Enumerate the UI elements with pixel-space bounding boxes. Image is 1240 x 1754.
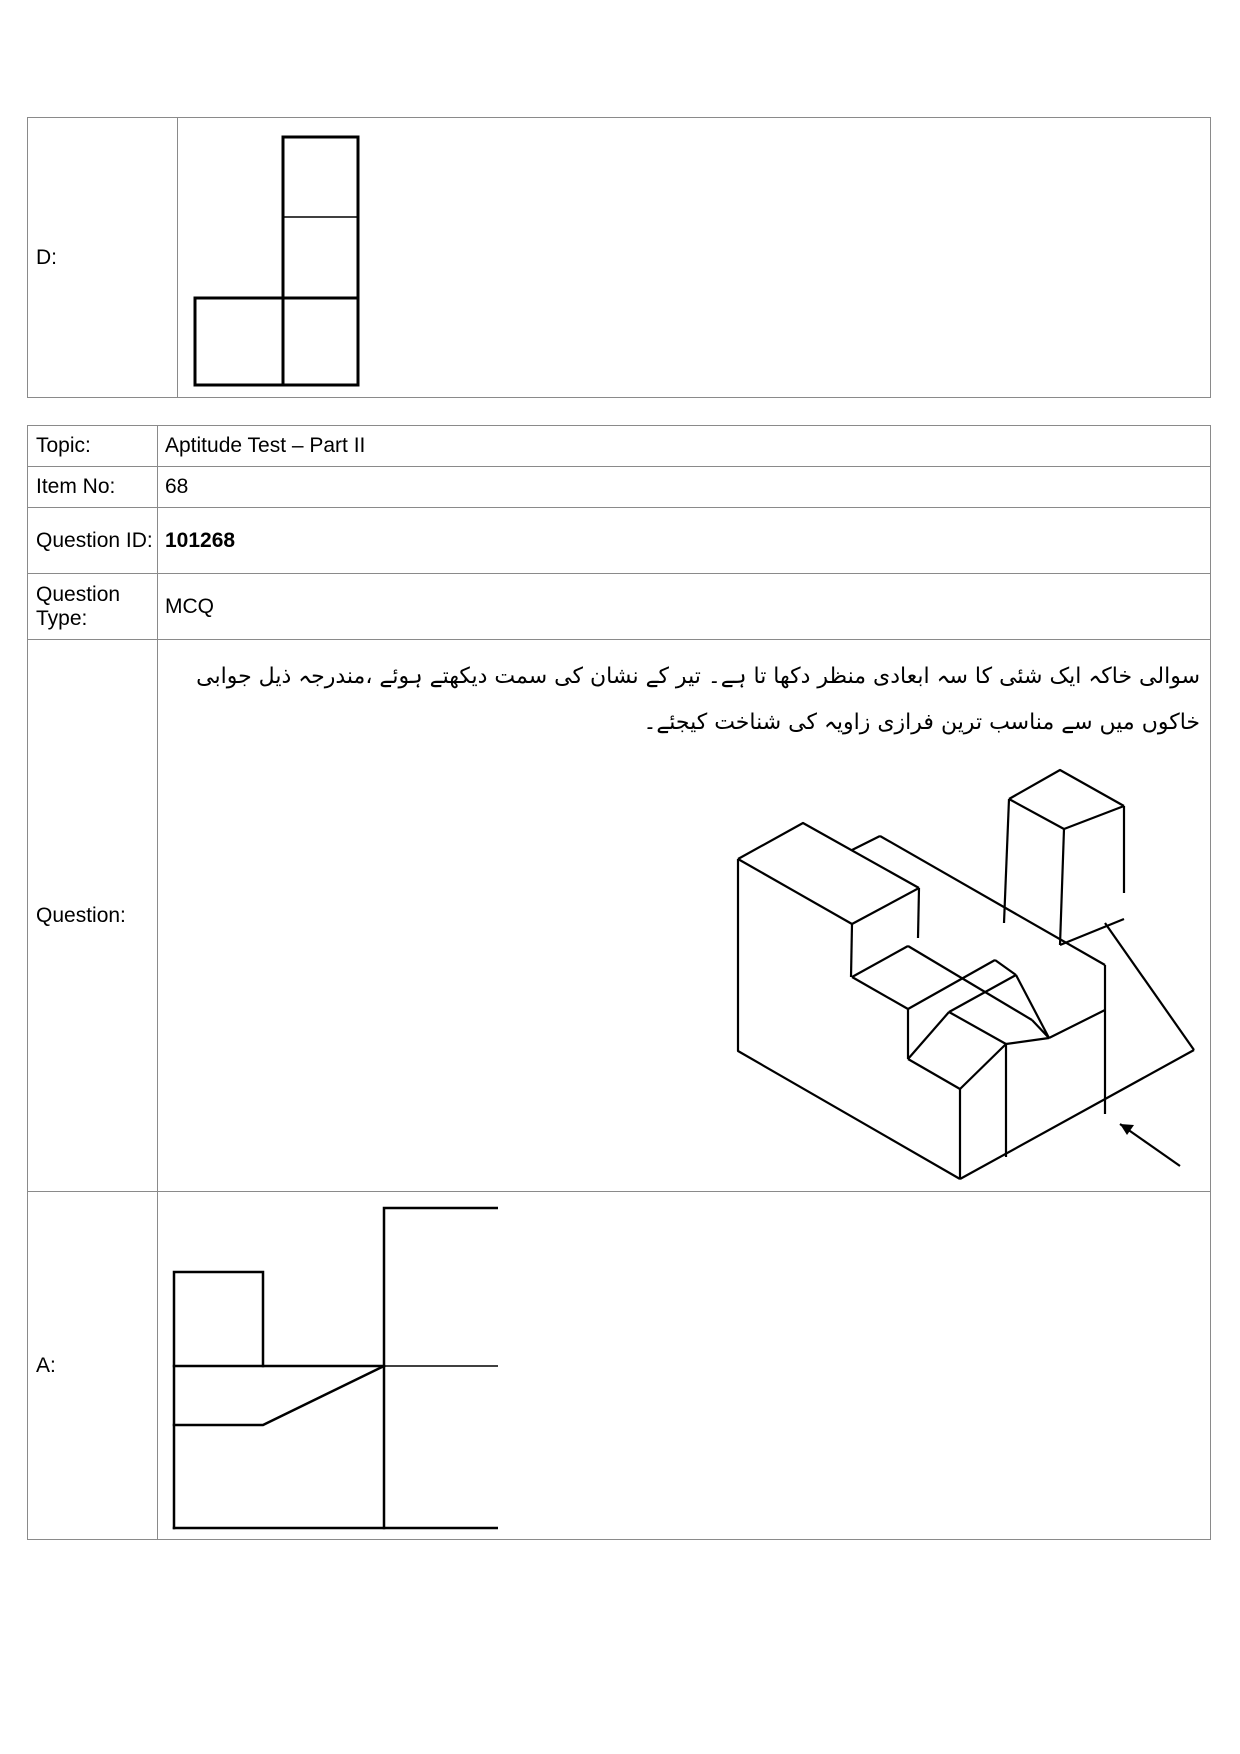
question-table	[27, 425, 1211, 1540]
topic-row	[28, 426, 1211, 467]
topic-value: Aptitude Test – Part II	[158, 426, 1211, 467]
option-d-figure-cell	[178, 118, 1211, 398]
question-id-value: 101268	[158, 508, 1211, 574]
item-value: 68	[158, 467, 1211, 508]
question-type-label: Question Type:	[28, 574, 158, 640]
item-row	[28, 467, 1211, 508]
option-d-table	[27, 117, 1211, 398]
question-text: سوالی خاکہ ایک شئی کا سہ ابعادی منظر دکھا تا ہے۔ تیر کے نشان کی سمت دیکھتے ہوئے ،مندرجہ ذیل جوابی خاکوں میں سے مناسب ترین فرازی زاویہ کی شناخت کیجئے۔	[196, 664, 1200, 735]
option-d-row	[28, 118, 1211, 398]
question-id-row	[28, 508, 1211, 574]
isometric-object-drawing	[158, 640, 1211, 1192]
option-a-label: A:	[28, 1192, 158, 1540]
topic-label: Topic:	[28, 426, 158, 467]
option-d-drawing	[178, 120, 378, 396]
question-row	[28, 640, 1211, 1192]
question-type-value: MCQ	[158, 574, 1211, 640]
question-label: Question:	[28, 640, 158, 1192]
option-a-drawing	[158, 1193, 498, 1539]
option-d-label: D:	[28, 118, 178, 398]
question-cell	[158, 640, 1211, 1192]
question-type-row	[28, 574, 1211, 640]
item-label: Item No:	[28, 467, 158, 508]
option-a-row	[28, 1192, 1211, 1540]
option-a-figure-cell	[158, 1192, 1211, 1540]
question-id-label: Question ID:	[28, 508, 158, 574]
